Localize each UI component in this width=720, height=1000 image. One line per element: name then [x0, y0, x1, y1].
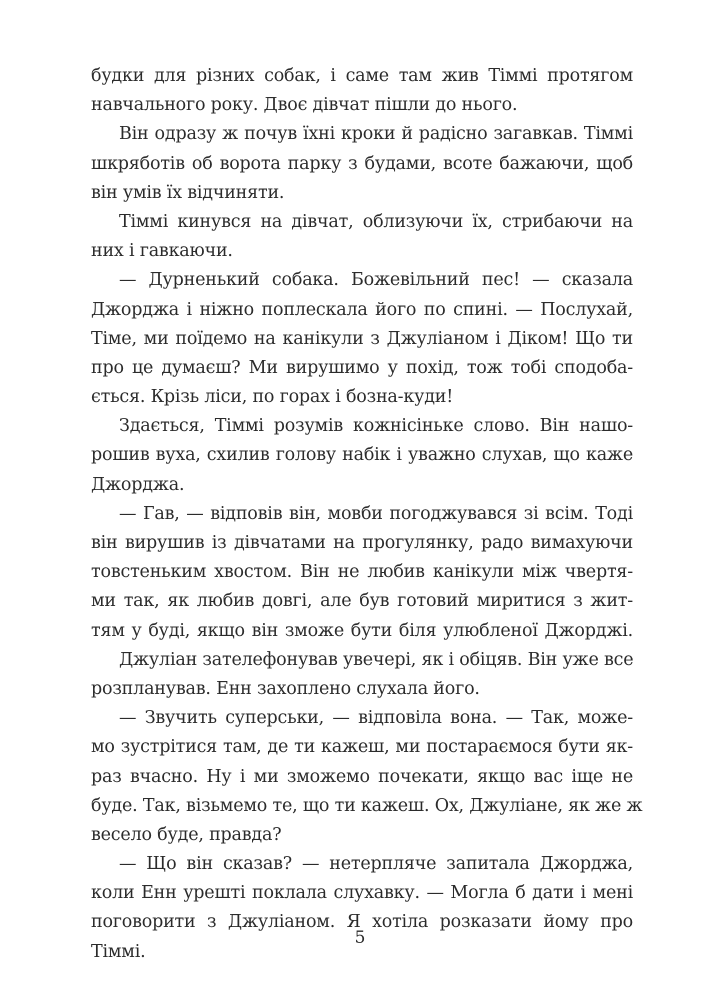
- text-line: рошив вуха, схилив голову набік і уважно слухав, що каже: [91, 445, 633, 466]
- text-line: він умів їх відчиняти.: [91, 182, 285, 203]
- text-line: шкряботів об ворота парку з будами, всоте бажаючи, щоб: [91, 153, 633, 174]
- text-line: ми так, як любив довгі, але був готовий миритися з жит-: [91, 591, 633, 612]
- body-text: [91, 62, 643, 967]
- text-line: тям у буді, якщо він зможе бути біля улюбленої Джорджі.: [91, 620, 633, 641]
- text-line: раз вчасно. Ну і ми зможемо почекати, якщо вас іще не: [91, 766, 633, 787]
- text-line: він вирушив із дівчатами на прогулянку, радо вимахуючи: [91, 533, 633, 553]
- text-line: товстеньким хвостом. Він не любив канікули між чвертя-: [91, 562, 633, 583]
- text-line: розпланував. Енн захоплено слухала його.: [91, 678, 480, 699]
- text-line: буде. Так, візьмемо те, що ти кажеш. Ох, Джуліане, як же ж: [91, 795, 643, 816]
- text-line: про це думаєш? Ми вирушимо у похід, тож тобі сподоба-: [91, 357, 633, 378]
- text-line: Він одразу ж почув їхні кроки й радісно загавкав. Тіммі: [119, 124, 633, 145]
- text-line: весело буде, правда?: [91, 824, 282, 845]
- text-line: коли Енн урешті поклала слухавку. — Могла б дати і мені: [91, 883, 633, 904]
- text-line: Здається, Тіммі розумів кожнісіньке слово. Він нашо-: [119, 416, 633, 437]
- text-line: — Звучить суперськи, — відповіла вона. — Так, може-: [119, 708, 633, 729]
- text-line: — Що він сказав? — нетерпляче запитала Джорджа,: [119, 854, 633, 875]
- text-line: Джуліан зателефонував увечері, як і обіцяв. Він уже все: [119, 649, 634, 670]
- text-line: ється. Крізь ліси, по горах і бозна-куди!: [91, 387, 454, 408]
- text-line: мо зустрітися там, де ти кажеш, ми постараємося бути як-: [91, 737, 633, 758]
- text-line: навчального року. Двоє дівчат пішли до нього.: [91, 95, 518, 116]
- text-line: Тіме, ми поїдемо на канікули з Джуліаном і Діком! Що ти: [91, 328, 633, 349]
- text-line: поговорити з Джуліаном. Я хотіла розказати йому про: [91, 912, 633, 933]
- text-line: Тіммі.: [91, 941, 146, 962]
- text-line: них і гавкаючи.: [91, 241, 233, 262]
- text-line: будки для різних собак, і саме там жив Тіммі протягом: [91, 66, 633, 86]
- page-number: 5: [354, 928, 366, 948]
- text-line: — Дурненький собака. Божевільний пес! — сказала: [119, 270, 633, 291]
- text-line: Джорджа.: [91, 474, 185, 495]
- text-line: — Гав, — відповів він, мовби погоджувався зі всім. Тоді: [119, 503, 633, 524]
- text-line: Тіммі кинувся на дівчат, облизуючи їх, стрибаючи на: [119, 211, 633, 232]
- text-line: Джорджа і ніжно поплескала його по спині. — Послухай,: [91, 299, 633, 320]
